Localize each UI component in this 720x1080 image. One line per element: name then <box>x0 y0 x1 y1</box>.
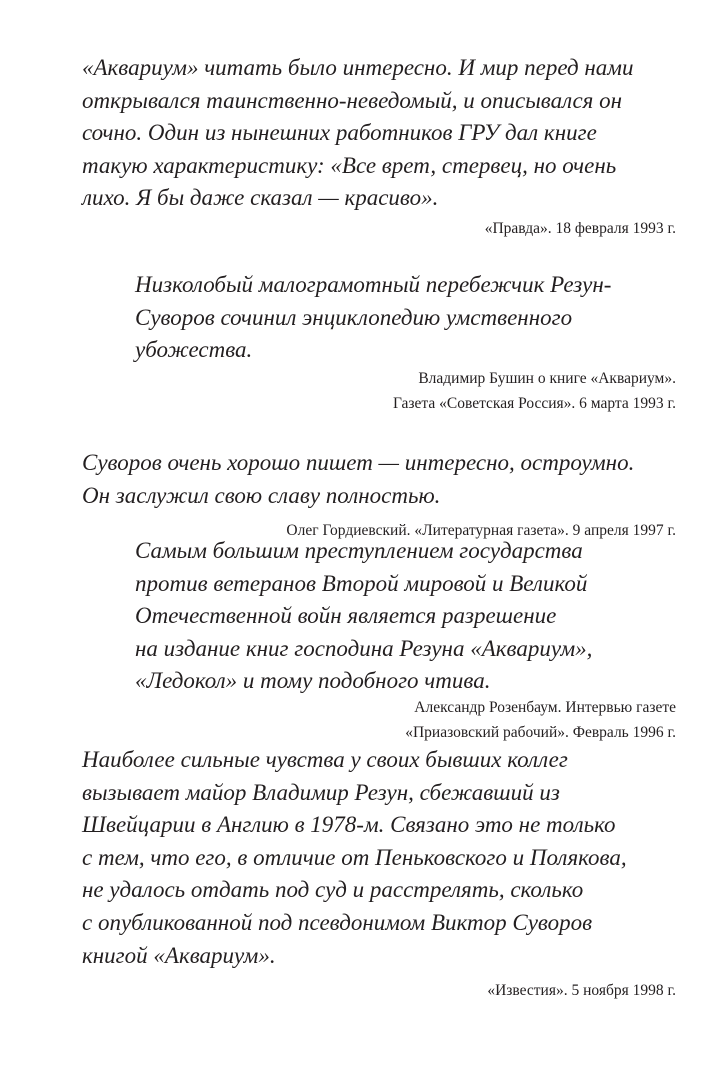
quote-line: «Ледокол» и тому подобного чтива. <box>135 668 491 694</box>
quote-source <box>405 695 676 745</box>
quote-rosenbaum <box>135 535 592 698</box>
quote-line: Швейцарии в Англию в 1978-м. Связано это не только <box>82 812 616 838</box>
quote-line: с тем, что его, в отличие от Пеньковского и Полякова, <box>82 844 627 870</box>
quote-line: такую характеристику: «Все врет, стервец, но очень <box>82 152 617 178</box>
quote-line: Низколобый малограмотный перебежчик Резун- <box>135 272 612 297</box>
quote-source <box>487 978 676 1003</box>
quote-izvestia <box>82 744 627 972</box>
quote-line: книгой «Аквариум». <box>82 942 276 968</box>
quote-line: «Аквариум» читать было интересно. И мир перед нами <box>82 55 634 80</box>
quote-bushin <box>135 269 611 367</box>
quote-source <box>485 216 676 241</box>
quote-line: против ветеранов Второй мировой и Великой <box>135 570 588 596</box>
quote-line: не удалось отдать под суд и расстрелять, сколько <box>82 877 584 903</box>
quote-line: убожества. <box>135 337 253 363</box>
quote-line: с опубликованной под псевдонимом Виктор Суворов <box>82 909 593 935</box>
source-line: Владимир Бушин о книге «Аквариум». <box>418 370 676 387</box>
source-line: «Приазовский рабочий». Февраль 1996 г. <box>405 724 676 741</box>
quote-line: Самым большим преступлением государства <box>135 538 583 563</box>
quote-source <box>393 366 676 416</box>
source-line: Олег Гордиевский. «Литературная газета». 9 апреля 1997 г. <box>286 522 676 539</box>
quote-line: лихо. Я бы даже сказал — красиво». <box>82 185 439 211</box>
quote-line: Суворов очень хорошо пишет — интересно, остроумно. <box>82 450 635 475</box>
quote-gordievsky <box>82 447 634 512</box>
quote-pravda <box>82 52 633 215</box>
source-line: «Правда». 18 февраля 1993 г. <box>484 220 676 237</box>
quote-line: Отечественной войн является разрешение <box>135 603 557 629</box>
quote-line: открывался таинственно-неведомый, и описывался он <box>82 87 623 113</box>
source-line: Газета «Советская Россия». 6 марта 1993 г. <box>392 395 676 412</box>
source-line: «Известия». 5 ноября 1998 г. <box>487 982 676 999</box>
quote-line: Он заслужил свою славу полностью. <box>82 482 441 508</box>
quote-line: на издание книг господина Резуна «Аквариум», <box>135 635 593 661</box>
quote-line: Наиболее сильные чувства у своих бывших коллег <box>82 747 568 772</box>
source-line: Александр Розенбаум. Интервью газете <box>414 699 676 716</box>
quote-line: сочно. Один из нынешних работников ГРУ дал книге <box>82 120 597 146</box>
quote-line: вызывает майор Владимир Резун, сбежавший из <box>82 779 560 805</box>
quote-line: Суворов сочинил энциклопедию умственного <box>135 304 573 330</box>
